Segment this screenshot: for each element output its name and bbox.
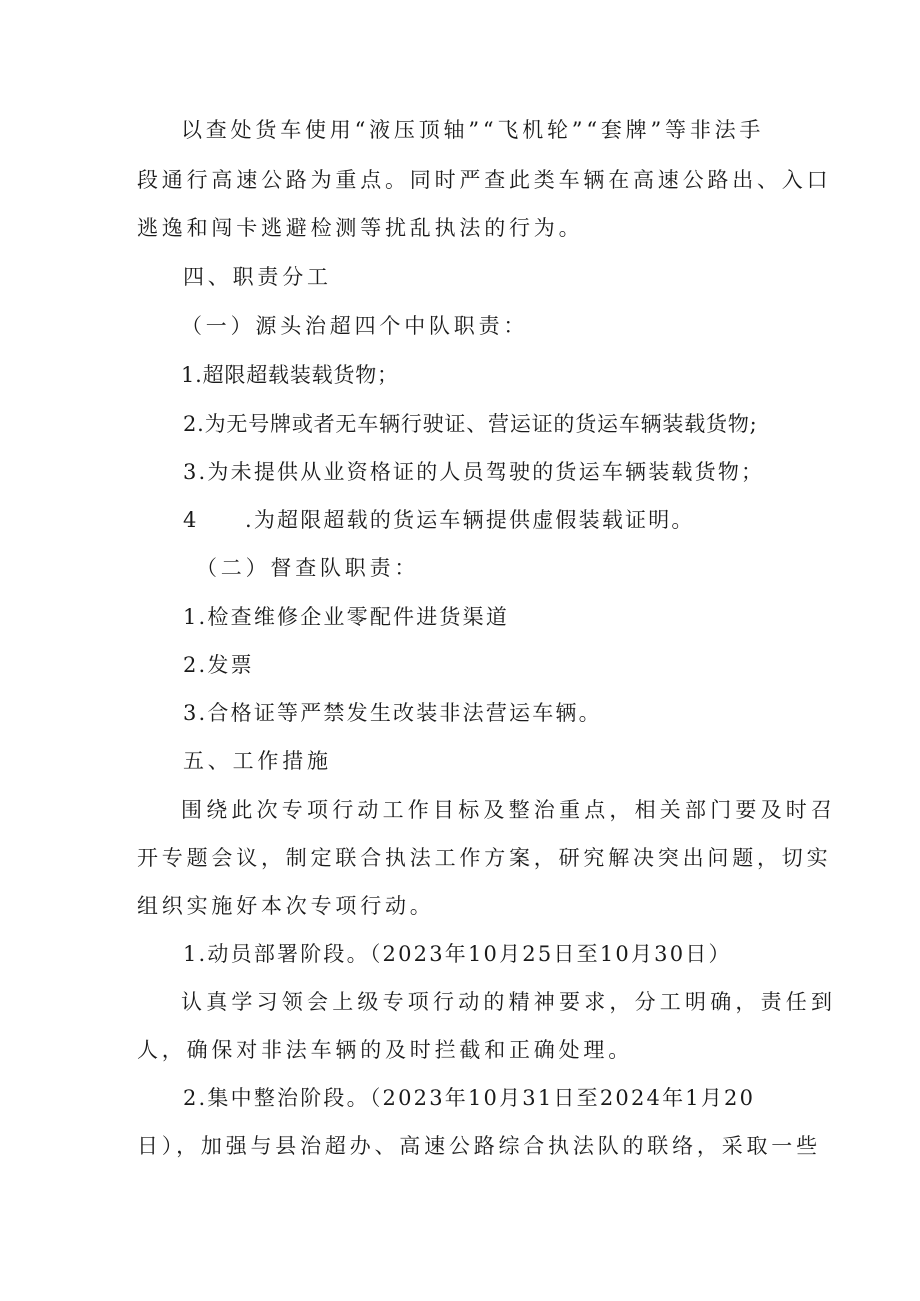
supervision-item-3: 3.合格证等严禁发生改装非法营运车辆。 <box>183 701 602 725</box>
paragraph-line-1: 以查处货车使用“液压顶轴”“飞机轮”“套牌”等非法手 <box>181 118 765 142</box>
phase-two-heading: 2.集中整治阶段。（2023年10月31日至2024年1月20 <box>183 1086 756 1110</box>
measures-paragraph-line-2: 开专题会议，制定联合执法工作方案，研究解决突出问题，切实 <box>137 846 832 870</box>
list-item-1: 1.超限超载装载货物； <box>181 363 399 387</box>
measures-paragraph-line-1: 围绕此次专项行动工作目标及整治重点，相关部门要及时召 <box>181 798 837 822</box>
phase-one-heading: 1.动员部署阶段。（2023年10月25日至10月30日） <box>183 942 732 966</box>
subsection-heading-two: （二）督查队职责： <box>196 556 420 580</box>
phase-one-paragraph-line-1: 认真学习领会上级专项行动的精神要求，分工明确，责任到 <box>181 990 837 1014</box>
list-item-2: 2.为无号牌或者无车辆行驶证、营运证的货运车辆装载货物; <box>183 412 758 436</box>
section-heading-five: 五、工作措施 <box>183 749 332 773</box>
list-item-4: 4 .为超限超载的货运车辆提供虚假装载证明。 <box>183 508 695 532</box>
phase-two-paragraph-line-1: 日），加强与县治超办、高速公路综合执法队的联络，采取一些 <box>137 1134 821 1158</box>
supervision-item-2: 2.发票 <box>183 653 254 677</box>
phase-one-paragraph-line-2: 人，确保对非法车辆的及时拦截和正确处理。 <box>137 1038 633 1062</box>
paragraph-line-2: 段通行高速公路为重点。同时严查此类车辆在高速公路出、入口 <box>137 168 832 192</box>
subsection-heading-one: （一）源头治超四个中队职责： <box>181 314 529 338</box>
supervision-item-1: 1.检查维修企业零配件进货渠道 <box>183 605 510 629</box>
measures-paragraph-line-3: 组织实施好本次专项行动。 <box>137 894 435 918</box>
section-heading-four: 四、职责分工 <box>183 265 332 289</box>
paragraph-line-3: 逃逸和闯卡逃避检测等扰乱执法的行为。 <box>137 216 584 240</box>
list-item-3: 3.为未提供从业资格证的人员驾驶的货运车辆装载货物； <box>183 460 765 484</box>
